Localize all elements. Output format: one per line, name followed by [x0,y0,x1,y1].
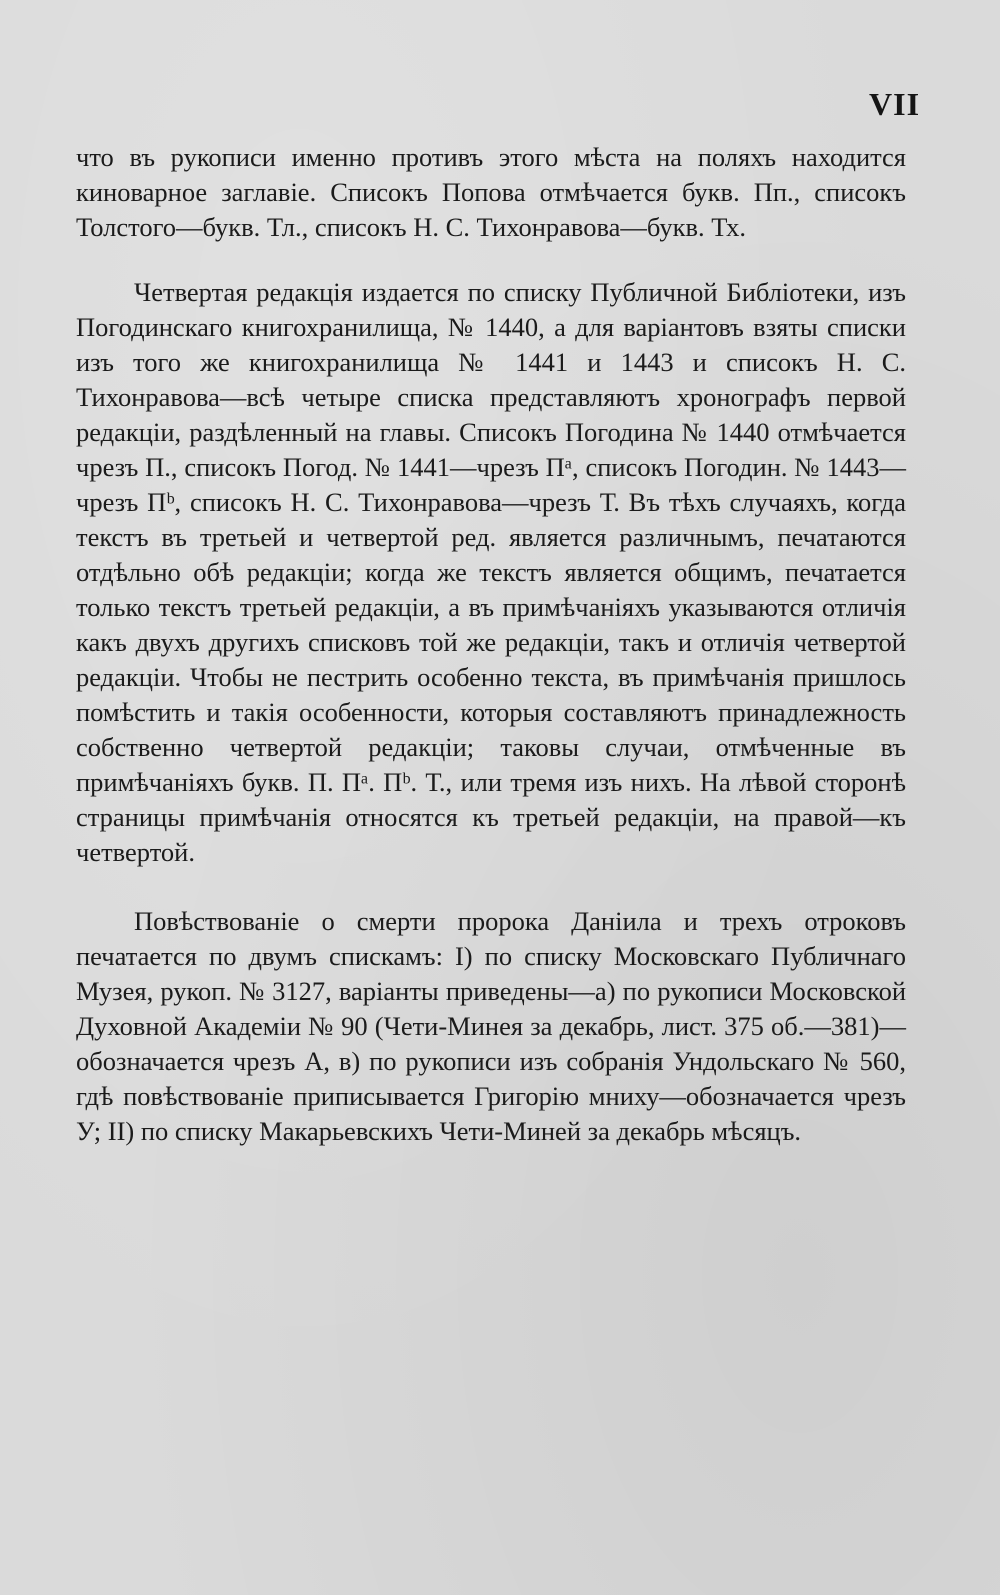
paragraph-2: Четвертая редакція издается по списку Публичной Библіотеки, изъ Погодинскаго книгохранилища, № 1440, а для варіантовъ взяты списки изъ того же книгохранилища № 1441 и 1443 и списокъ Н. С. Тихонравова—всѣ четыре списка представляютъ хронографъ первой редакціи, раздѣленный на главы. Списокъ Погодина № 1440 отмѣчается чрезъ П., списокъ Погод. № 1441—чрезъ Пᵃ, списокъ Погодин. № 1443—чрезъ Пᵇ, списокъ Н. С. Тихонравова—чрезъ Т. Въ тѣхъ случаяхъ, когда текстъ въ третьей и четвертой ред. является различнымъ, печатаются отдѣльно обѣ редакціи; когда же текстъ является общимъ, печатается только текстъ третьей редакціи, а въ примѣчаніяхъ указываются отличія какъ двухъ другихъ списковъ той же редакціи, такъ и отличія четвертой редакціи. Чтобы не пестрить особенно текста, въ примѣчанія пришлось помѣстить и такія особенности, которыя составляютъ принадлежность собственно четвертой редакціи; таковы случаи, отмѣченные въ примѣчаніяхъ букв. П. Пᵃ. Пᵇ. Т., или тремя изъ нихъ. На лѣвой сторонѣ страницы примѣчанія относятся къ третьей редакціи, на правой—къ четвертой. [76,277,906,867]
body-text [76,140,906,1149]
paragraph-3: Повѣствованіе о смерти пророка Даніила и трехъ отроковъ печатается по двумъ спискамъ: I) по списку Московскаго Публичнаго Музея, рукоп. № 3127, варіанты приведены—а) по рукописи Московской Духовной Академіи № 90 (Чети-Минея за декабрь, лист. 375 об.—381)—обозначается чрезъ А, в) по рукописи изъ собранія Ундольскаго № 560, гдѣ повѣствованіе приписывается Григорію мниху—обозначается чрезъ У; II) по списку Макарьевскихъ Чети-Миней за декабрь мѣсяцъ. [76,906,906,1146]
paragraph-1: что въ рукописи именно противъ этого мѣста на поляхъ находится киноварное заглавіе. Списокъ Попова отмѣчается букв. Пп., списокъ Толстого—букв. Тл., списокъ Н. С. Тихонравова—букв. Тх. [76,142,906,242]
page-number: VII [869,86,921,122]
